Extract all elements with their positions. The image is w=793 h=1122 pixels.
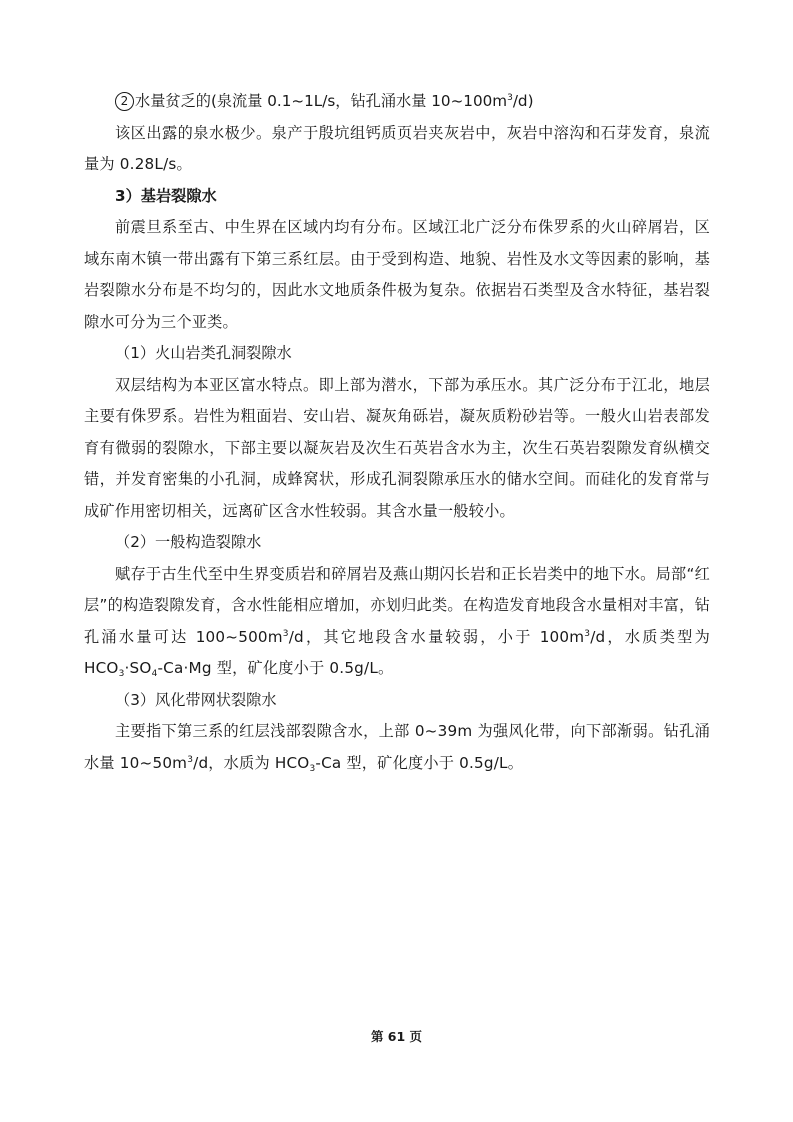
subsection-3-title: （3）风化带网状裂隙水 bbox=[115, 690, 277, 709]
subscript: 3 bbox=[118, 669, 125, 679]
superscript: 3 bbox=[187, 754, 194, 765]
text-run: /d，其它地段含水量较弱，小于 100m bbox=[288, 627, 585, 646]
text-run: 赋存于古生代至中生界变质岩和碎屑岩及燕山期闪长岩和正长岩类中的地下水。局部“红层”的构造裂隙发育，含水性能相应增加，亦划归此类。在构造发育地段含水量相对丰富，钻孔涌水量可达 100~500m bbox=[84, 564, 710, 646]
subscript: 4 bbox=[151, 669, 158, 679]
superscript: 3 bbox=[584, 628, 591, 639]
page-number: 第 61 页 bbox=[370, 1029, 423, 1044]
item-2-heading bbox=[84, 86, 710, 118]
subsection-2-paragraph bbox=[84, 559, 710, 685]
item-2-title: 水量贫乏的(泉流量 0.1~1L/s，钻孔涌水量 10~100m bbox=[135, 92, 508, 110]
item-2-title-end: /d) bbox=[512, 92, 534, 110]
superscript: 3 bbox=[282, 628, 289, 639]
subsection-2-title: （2）一般构造裂隙水 bbox=[115, 533, 262, 551]
text-run: -Ca 型，矿化度小于 0.5g/L。 bbox=[315, 753, 524, 772]
superscript: 3 bbox=[507, 93, 513, 103]
subsection-1-title: （1）火山岩类孔洞裂隙水 bbox=[115, 344, 292, 362]
text-run: ·SO bbox=[124, 659, 152, 677]
subsection-3-paragraph bbox=[84, 716, 710, 779]
text-run: 主要指下第三系的红层浅部裂隙含水，上部 0~39m 为强风化带，向下部渐弱。钻孔涌水量 10~50m bbox=[84, 722, 710, 772]
subsection-1-paragraph: 双层结构为本亚区富水特点。即上部为潜水，下部为承压水。其广泛分布于江北，地层主要有侏罗系。岩性为粗面岩、安山岩、凝灰角砾岩，凝灰质粉砂岩等。一般火山岩表部发育有微弱的裂隙水，下部主要以凝灰岩及次生石英岩含水为主，次生石英岩裂隙发育纵横交错，并发育密集的小孔洞，成蜂窝状，形成孔洞裂隙承压水的储水空间。而硅化的发育常与成矿作用密切相关，远离矿区含水性较弱。其含水量一般较小。 bbox=[84, 375, 710, 520]
text-run: /d，水质为 HCO bbox=[193, 753, 310, 772]
text-run: /d，水质类型为 HCO bbox=[84, 627, 710, 677]
document-body bbox=[84, 86, 710, 779]
text-run: -Ca·Mg 型，矿化度小于 0.5g/L。 bbox=[157, 659, 394, 677]
section-3-heading: 3）基岩裂隙水 bbox=[115, 186, 217, 205]
subscript: 3 bbox=[309, 763, 316, 774]
circled-number-2: 2 bbox=[115, 92, 134, 111]
item-2-paragraph: 该区出露的泉水极少。泉产于殷坑组钙质页岩夹灰岩中，灰岩中溶沟和石芽发育，泉流量为 0.28L/s。 bbox=[84, 123, 710, 173]
section-3-intro-paragraph: 前震旦系至古、中生界在区域内均有分布。区域江北广泛分布侏罗系的火山碎屑岩，区域东南木镇一带出露有下第三系红层。由于受到构造、地貌、岩性及水文等因素的影响，基岩裂隙水分布是不均匀的，因此水文地质条件极为复杂。依据岩石类型及含水特征，基岩裂隙水可分为三个亚类。 bbox=[84, 218, 710, 331]
